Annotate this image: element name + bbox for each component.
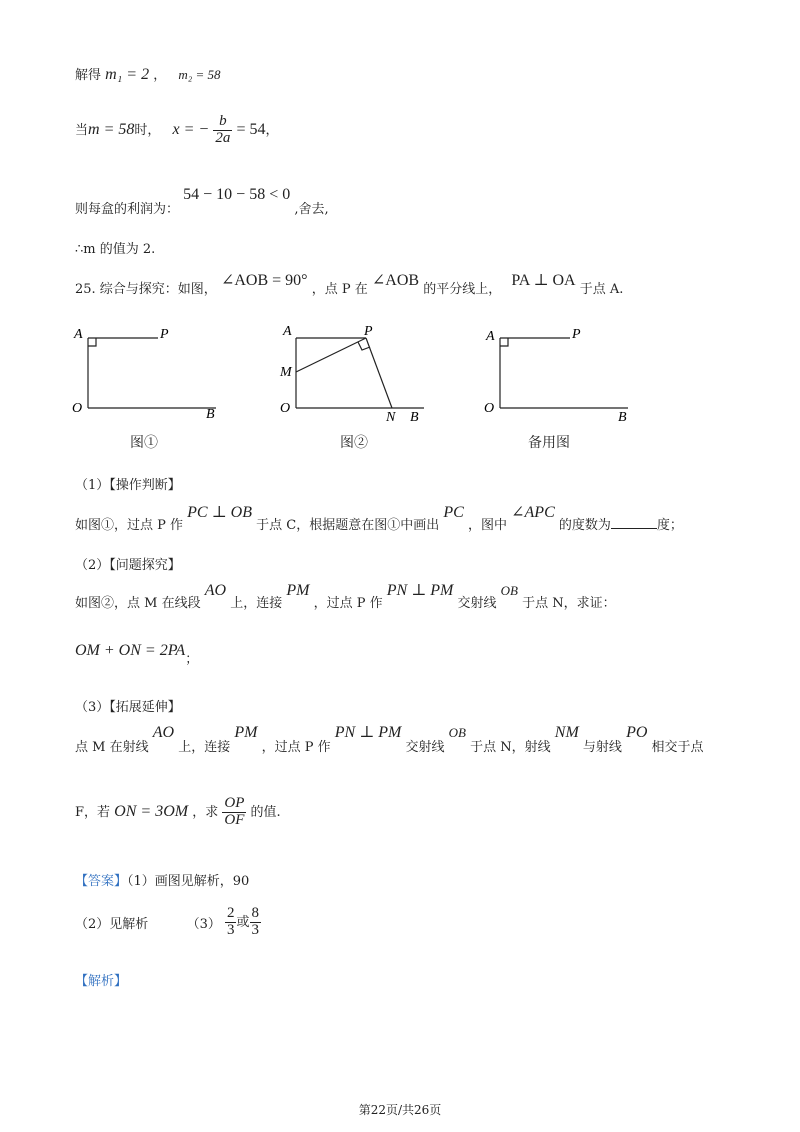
label-a: A bbox=[486, 329, 495, 344]
answer-tag: 【答案】 bbox=[75, 874, 128, 889]
answer-blank bbox=[611, 516, 657, 529]
label-a: A bbox=[74, 327, 83, 342]
label-o: O bbox=[72, 401, 83, 416]
text: ,舍去, bbox=[294, 202, 329, 217]
part-3-header: （3）【拓展延伸】 bbox=[75, 700, 181, 715]
part-2-equation bbox=[75, 640, 199, 667]
figure-2 bbox=[296, 338, 424, 408]
denominator: 3 bbox=[226, 921, 235, 938]
text: 的值. bbox=[250, 804, 281, 820]
fraction-8-3 bbox=[250, 906, 262, 939]
solution-line-4 bbox=[75, 238, 155, 257]
figures bbox=[0, 320, 800, 450]
text: 或 bbox=[236, 914, 250, 930]
conclusion: ∴m 的值为 2. bbox=[75, 242, 156, 257]
label-b: B bbox=[206, 407, 215, 422]
condition: m = 58 bbox=[88, 120, 135, 138]
text: ，点 P 在 bbox=[311, 282, 368, 297]
text: 解得 bbox=[75, 68, 102, 83]
numerator: OP bbox=[224, 795, 245, 811]
text: 则每盒的利润为： bbox=[75, 202, 180, 217]
math-on-3om: ON = 3OM bbox=[114, 802, 189, 820]
text: ， bbox=[265, 122, 279, 138]
text: 度； bbox=[656, 518, 683, 533]
figure-1-caption: 图① bbox=[130, 435, 158, 451]
label-a: A bbox=[283, 324, 292, 339]
text: 上，连接 bbox=[178, 740, 231, 755]
answer-line-1 bbox=[75, 870, 249, 889]
solution-line-1 bbox=[75, 64, 221, 84]
text: 交射线 bbox=[405, 740, 445, 755]
text: ，过点 P 作 bbox=[313, 596, 383, 611]
equation-m2: m₂ = 58 bbox=[178, 67, 221, 82]
problem-25-statement bbox=[75, 270, 624, 297]
math-pm: PM bbox=[234, 724, 258, 741]
text: ，图中 bbox=[467, 518, 507, 533]
label-p: P bbox=[160, 327, 169, 342]
math-ob: OB bbox=[448, 725, 466, 740]
label-p: P bbox=[572, 327, 581, 342]
text: 于点 N，求证： bbox=[522, 596, 616, 611]
math-pn-perp-pm: PN ⊥ PM bbox=[334, 724, 402, 741]
label-p: P bbox=[364, 324, 373, 339]
text: 相交于点 bbox=[651, 740, 704, 755]
figure-3 bbox=[500, 338, 628, 408]
figure-3-caption: 备用图 bbox=[528, 435, 570, 451]
math-pm: PM bbox=[286, 582, 310, 599]
denominator: OF bbox=[224, 811, 245, 828]
profit-expression: 54 − 10 − 58 < 0 bbox=[183, 186, 291, 203]
denominator: 2a bbox=[215, 129, 231, 146]
text: 如图①，过点 P 作 bbox=[75, 518, 184, 533]
text: 点 M 在射线 bbox=[75, 740, 149, 755]
text: 于点 N，射线 bbox=[470, 740, 551, 755]
equation-x-rhs: = 54 bbox=[236, 120, 266, 138]
text: ，求 bbox=[192, 804, 219, 820]
problem-number: 25. 综合与探究：如图， bbox=[75, 282, 217, 297]
text: ； bbox=[185, 652, 199, 667]
text: 上，连接 bbox=[230, 596, 283, 611]
solution-line-3 bbox=[75, 184, 329, 217]
text: 如图②，点 M 在线段 bbox=[75, 596, 201, 611]
label-o: O bbox=[280, 401, 291, 416]
label-n: N bbox=[386, 410, 396, 425]
figure-2-caption: 图② bbox=[340, 435, 368, 451]
solution-line-2 bbox=[75, 114, 279, 147]
answer-2: （2）见解析 bbox=[75, 916, 149, 932]
text: F，若 bbox=[75, 804, 111, 820]
angle-aob: ∠AOB bbox=[371, 272, 420, 289]
figure-1 bbox=[88, 338, 216, 408]
text: 与射线 bbox=[582, 740, 622, 755]
denominator: 3 bbox=[251, 921, 259, 938]
answer-line-2 bbox=[75, 906, 261, 939]
math-pn-perp-pm: PN ⊥ PM bbox=[386, 582, 454, 599]
text: 的度数为 bbox=[558, 518, 611, 533]
text: 于点 C，根据题意在图①中画出 bbox=[256, 518, 440, 533]
answer-3-label: （3） bbox=[186, 916, 221, 932]
label-m: M bbox=[280, 365, 292, 380]
fraction-b-2a bbox=[213, 114, 232, 147]
numerator: 2 bbox=[226, 905, 235, 921]
math-pc: PC bbox=[443, 504, 464, 521]
math-ao: AO bbox=[204, 582, 227, 599]
math-ao: AO bbox=[152, 724, 175, 741]
text: 的平分线上， bbox=[423, 282, 502, 297]
label-b: B bbox=[410, 410, 419, 425]
math-om-on-2pa: OM + ON = 2PA bbox=[75, 642, 186, 659]
fraction-2-3 bbox=[225, 906, 237, 939]
part-2-text bbox=[75, 580, 616, 611]
label-o: O bbox=[484, 401, 495, 416]
fraction-op-of bbox=[222, 796, 246, 829]
math-nm: NM bbox=[554, 724, 579, 741]
math-ob: OB bbox=[500, 583, 518, 598]
math-pc-perp-ob: PC ⊥ OB bbox=[187, 504, 252, 521]
numerator: b bbox=[213, 114, 232, 131]
answer-1: （1）画图见解析，90 bbox=[127, 874, 250, 889]
part-3-text bbox=[75, 722, 704, 755]
page-footer: 第22页/共26页 bbox=[358, 1103, 442, 1117]
pa-perp-oa: PA ⊥ OA bbox=[511, 272, 576, 289]
text: 于点 A. bbox=[579, 282, 624, 297]
part-1-text bbox=[75, 502, 683, 533]
text: 时， bbox=[134, 122, 161, 138]
equation-x-lhs: x = − bbox=[172, 120, 210, 138]
equation-m1: m₁ = 2 bbox=[105, 66, 150, 83]
numerator: 8 bbox=[251, 905, 259, 921]
math-po: PO bbox=[626, 724, 648, 741]
text: 当 bbox=[75, 122, 89, 138]
part-3-text-2 bbox=[75, 796, 281, 829]
part-1-header: （1）【操作判断】 bbox=[75, 478, 181, 493]
text: 交射线 bbox=[457, 596, 497, 611]
part-2-header: （2）【问题探究】 bbox=[75, 558, 181, 573]
math-angle-apc: ∠APC bbox=[511, 504, 555, 521]
analysis-tag: 【解析】 bbox=[75, 974, 128, 989]
label-b: B bbox=[618, 410, 627, 425]
angle-aob-90: ∠AOB = 90° bbox=[220, 272, 308, 289]
text: ， bbox=[153, 68, 167, 83]
text: ，过点 P 作 bbox=[261, 740, 331, 755]
